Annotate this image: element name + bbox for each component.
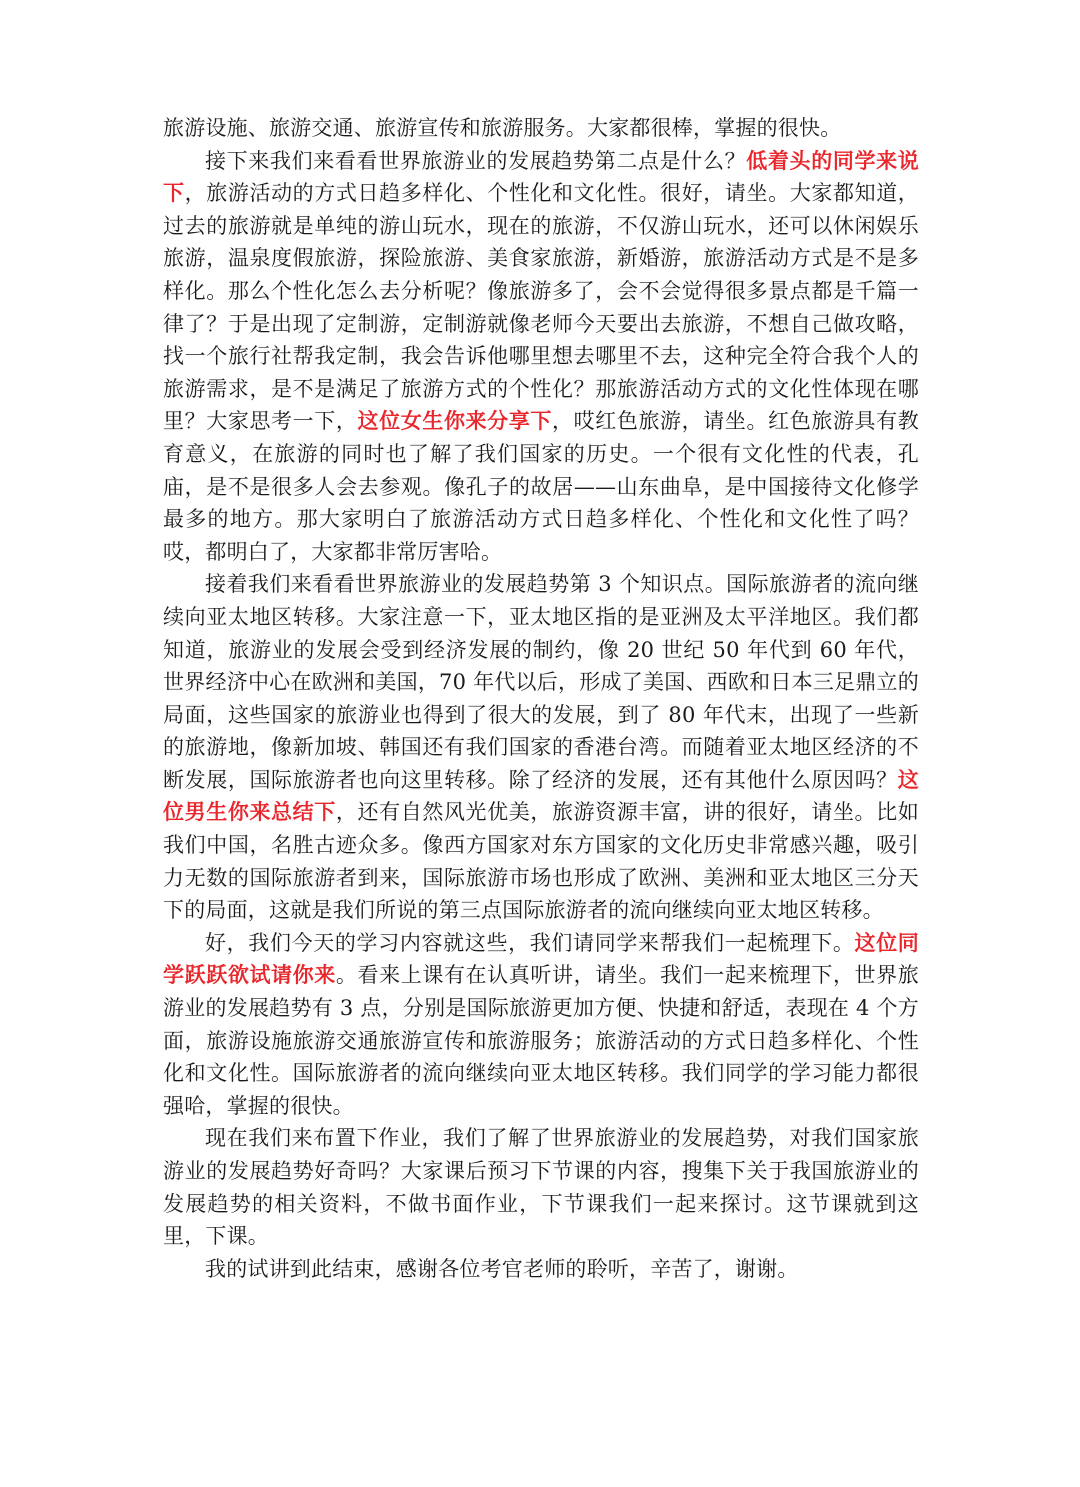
- highlighted-prompt: 这位男生你来总结下: [163, 766, 919, 825]
- paragraph-text: ，哎红色旅游，请坐。红色旅游具有教育意义，在旅游的同时也了解了我们国家的历史。一个很有文化性的代表，孔庙，是不是很多人会去参观。像孔子的故居——山东曲阜，是中国接待文化修学最多的地方。那大家明白了旅游活动方式日趋多样化、个性化和文化性了吗？哎，都明白了，大家都非常厉害哈。: [163, 409, 919, 564]
- paragraph-text: ，旅游活动的方式日趋多样化、个性化和文化性。很好，请坐。大家都知道，过去的旅游就是单纯的游山玩水，现在的旅游，不仅游山玩水，还可以休闲娱乐旅游，温泉度假旅游，探险旅游、美食家旅游，新婚游，旅游活动方式是不是多样化。那么个性化怎么去分析呢？像旅游多了，会不会觉得很多景点都是千篇一律了？于是出现了定制游，定制游就像老师今天要出去旅游，不想自己做攻略，找一个旅行社帮我定制，我会告诉他哪里想去哪里不去，这种完全符合我个人的旅游需求，是不是满足了旅游方式的个性化？那旅游活动方式的文化性体现在哪里？大家思考一下，: [163, 181, 920, 434]
- paragraph-text: 。看来上课有在认真听讲，请坐。我们一起来梳理下，世界旅游业的发展趋势有 3 点，分别是国际旅游更加方便、快捷和舒适，表现在 4 个方面，旅游设施旅游交通旅游宣传和旅游服务；旅游活动的方式日趋多样化、个性化和文化性。国际旅游者的流向继续向亚太地区转移。我们同学的学习能力都很强哈，掌握的很快。: [163, 963, 919, 1118]
- paragraph-text: 我的试讲到此结束，感谢各位考官老师的聆听，辛苦了，谢谢。: [205, 1256, 799, 1281]
- paragraph: [163, 927, 919, 1123]
- highlighted-prompt: 这位女生你来分享下: [357, 408, 552, 434]
- paragraph: [163, 568, 919, 927]
- paragraph: [163, 1122, 919, 1252]
- highlighted-prompt: 低着头的同学来说下: [163, 147, 919, 206]
- paragraph: [163, 112, 919, 145]
- paragraph-text: 好，我们今天的学习内容就这些，我们请同学来帮我们一起梳理下。: [205, 930, 855, 955]
- paragraph-text: ，还有自然风光优美，旅游资源丰富，讲的很好，请坐。比如我们中国，名胜古迹众多。像西方国家对东方国家的文化历史非常感兴趣，吸引力无数的国际旅游者到来，国际旅游市场也形成了欧洲、美洲和亚太地区三分天下的局面，这就是我们所说的第三点国际旅游者的流向继续向亚太地区转移。: [163, 800, 919, 923]
- paragraph-text: 现在我们来布置下作业，我们了解了世界旅游业的发展趋势，对我们国家旅游业的发展趋势好奇吗？大家课后预习下节课的内容，搜集下关于我国旅游业的发展趋势的相关资料，不做书面作业，下节课我们一起来探讨。这节课就到这里，下课。: [163, 1126, 919, 1249]
- paragraph-text: 接着我们来看看世界旅游业的发展趋势第 3 个知识点。国际旅游者的流向继续向亚太地区转移。大家注意一下，亚太地区指的是亚洲及太平洋地区。我们都知道，旅游业的发展会受到经济发展的制约，像 20 世纪 50 年代到 60 年代，世界经济中心在欧洲和美国，70 年代以后，形成了美国、西欧和日本三足鼎立的局面，这些国家的旅游业也得到了很大的发展，到了 80 年代末，出现了一些新的旅游地，像新加坡、韩国还有我们国家的香港台湾。而随着亚太地区经济的不断发展，国际旅游者也向这里转移。除了经济的发展，还有其他什么原因吗？: [163, 572, 919, 792]
- document-body: [163, 112, 919, 1285]
- paragraph: [163, 145, 919, 569]
- paragraph-text: 旅游设施、旅游交通、旅游宣传和旅游服务。大家都很棒，掌握的很快。: [163, 116, 842, 140]
- highlighted-prompt: 这位同学跃跃欲试请你来: [163, 929, 919, 988]
- paragraph: [163, 1253, 919, 1286]
- paragraph-text: 接下来我们来看看世界旅游业的发展趋势第二点是什么？: [205, 148, 747, 173]
